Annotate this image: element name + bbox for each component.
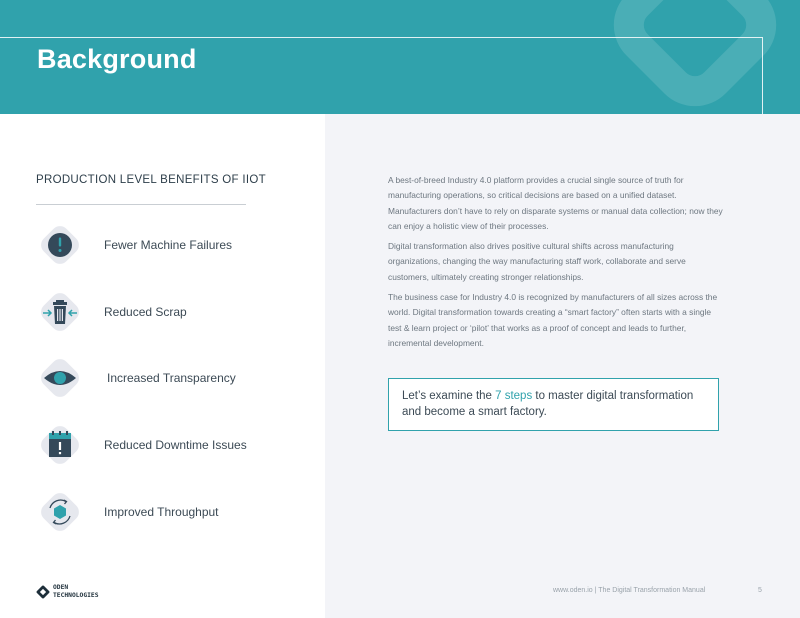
- calendar-alert-icon: [36, 421, 84, 469]
- benefits-heading: PRODUCTION LEVEL BENEFITS OF IIOT: [36, 174, 266, 186]
- logo-mark-icon: [36, 585, 50, 599]
- callout-box: [388, 378, 719, 431]
- heading-divider: [36, 204, 246, 205]
- benefit-item-scrap: [36, 288, 296, 336]
- benefit-item-downtime: [36, 421, 296, 469]
- page-number: 5: [758, 587, 762, 594]
- eye-icon: [36, 354, 84, 402]
- benefit-item-throughput: [36, 488, 296, 536]
- oden-logo: [36, 584, 116, 600]
- benefit-label: Increased Transparency: [107, 371, 236, 385]
- benefit-label: Reduced Scrap: [104, 305, 187, 319]
- business-case-paragraph: The business case for Industry 4.0 is recognized by manufacturers of all sizes across the world. Digital transformation towards creating a “smart factory” often starts with a single test & learn project or ‘pilot’ that works as a proof of concept and leads to further, incremental development.: [388, 292, 718, 348]
- callout-text-after: to master digital transformation and become a smart factory.: [402, 390, 694, 418]
- seven-steps-link[interactable]: 7 steps: [495, 390, 533, 402]
- alert-icon: [36, 221, 84, 269]
- benefit-label: Reduced Downtime Issues: [104, 438, 247, 452]
- benefit-label: Improved Throughput: [104, 505, 219, 519]
- benefit-item-transparency: [36, 354, 296, 402]
- benefit-label: Fewer Machine Failures: [104, 238, 233, 252]
- page-title: Background: [37, 44, 197, 74]
- logo-line-2: TECHNOLOGIES: [53, 591, 99, 599]
- logo-line-1: ODEN: [53, 584, 69, 591]
- culture-paragraph: Digital transformation also drives positive cultural shifts across manufacturing organizations, changing the way manufacturing staff work, collaborate and serve customers, ultimately creating stronger relationships.: [388, 241, 686, 282]
- trash-icon: [36, 288, 84, 336]
- header-banner: [0, 0, 800, 114]
- footer-text: www.oden.io | The Digital Transformation Manual: [553, 587, 706, 594]
- intro-paragraph: A best-of-breed Industry 4.0 platform provides a crucial single source of truth for manufacturing operations, so critical decisions are based on a unified dataset. Manufacturers don’t have to rely on disparate systems or manual data collection; now they can enjoy a holistic view of their processes.: [388, 175, 723, 231]
- callout-text-before: Let’s examine the: [402, 390, 496, 402]
- cycle-icon: [36, 488, 84, 536]
- benefit-item-machine-failures: [36, 221, 296, 269]
